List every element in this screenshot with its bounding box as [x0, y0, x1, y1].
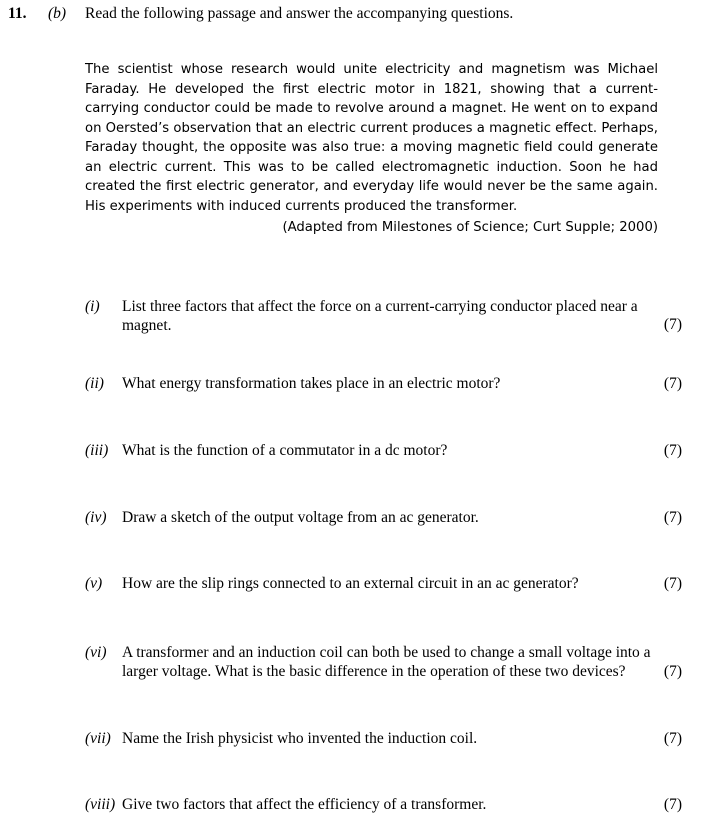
passage-line: an electric current. This was to be called electromagnetic induction. Soon he had — [85, 159, 658, 175]
question-label: (v) — [85, 575, 103, 592]
passage-line: Faraday. He developed the first electric motor in 1821, showing that a current- — [85, 81, 658, 97]
passage — [85, 60, 658, 216]
question-text — [122, 575, 660, 594]
question-label: (vi) — [85, 644, 107, 661]
instruction-text: Read the following passage and answer the accompanying questions. — [85, 5, 514, 22]
question-marks: (7) — [663, 663, 682, 680]
question-label: (vii) — [85, 730, 111, 747]
question-line: Give two factors that affect the efficiency of a transformer. — [122, 796, 487, 813]
question-line: Name the Irish physicist who invented the induction coil. — [122, 730, 478, 747]
passage-line: carrying conductor could be made to revolve around a magnet. He went on to expand — [85, 101, 658, 116]
question-part-label: (b) — [48, 5, 67, 22]
question-marks: (7) — [663, 796, 682, 813]
question-line: What energy transformation takes place in an electric motor? — [122, 375, 501, 392]
question-line: What is the function of a commutator in a dc motor? — [122, 442, 448, 459]
passage-line: His experiments with induced currents produced the transformer. — [85, 198, 518, 214]
question-text — [122, 644, 660, 681]
question-label: (iii) — [85, 442, 109, 459]
passage-line: The scientist whose research would unite electricity and magnetism was Michael — [85, 62, 658, 77]
question-marks: (7) — [663, 509, 682, 526]
passage-source: (Adapted from Milestones of Science; Curt Supple; 2000) — [282, 220, 658, 235]
question-line: magnet. — [122, 316, 172, 334]
question-label: (viii) — [85, 796, 116, 813]
question-text — [122, 298, 660, 335]
question-label: (ii) — [85, 375, 104, 392]
question-line: List three factors that affect the force on a current-carrying conductor placed near a — [122, 298, 638, 315]
question-label: (iv) — [85, 509, 107, 526]
passage-line: on Oersted’s observation that an electric current produces a magnetic effect. Perhaps, — [85, 120, 658, 136]
question-line: larger voltage. What is the basic difference in the operation of these two devices? — [122, 662, 626, 680]
question-marks: (7) — [663, 442, 682, 459]
question-line: Draw a sketch of the output voltage from an ac generator. — [122, 509, 479, 526]
question-marks: (7) — [663, 316, 682, 333]
question-marks: (7) — [663, 375, 682, 392]
question-text — [122, 442, 660, 461]
passage-line: created the first electric generator, and everyday life would never be the same again. — [85, 179, 658, 194]
question-text — [122, 730, 660, 749]
question-line: How are the slip rings connected to an external circuit in an ac generator? — [122, 575, 579, 592]
question-label: (i) — [85, 298, 100, 315]
question-text — [122, 796, 660, 815]
question-number: 11. — [8, 5, 27, 22]
question-text — [122, 375, 660, 394]
question-line: A transformer and an induction coil can both be used to change a small voltage into a — [122, 644, 651, 661]
question-marks: (7) — [663, 575, 682, 592]
passage-line: Faraday thought, the opposite was also true: a moving magnetic field could generate — [85, 140, 658, 155]
question-marks: (7) — [663, 730, 682, 747]
question-text — [122, 509, 660, 528]
